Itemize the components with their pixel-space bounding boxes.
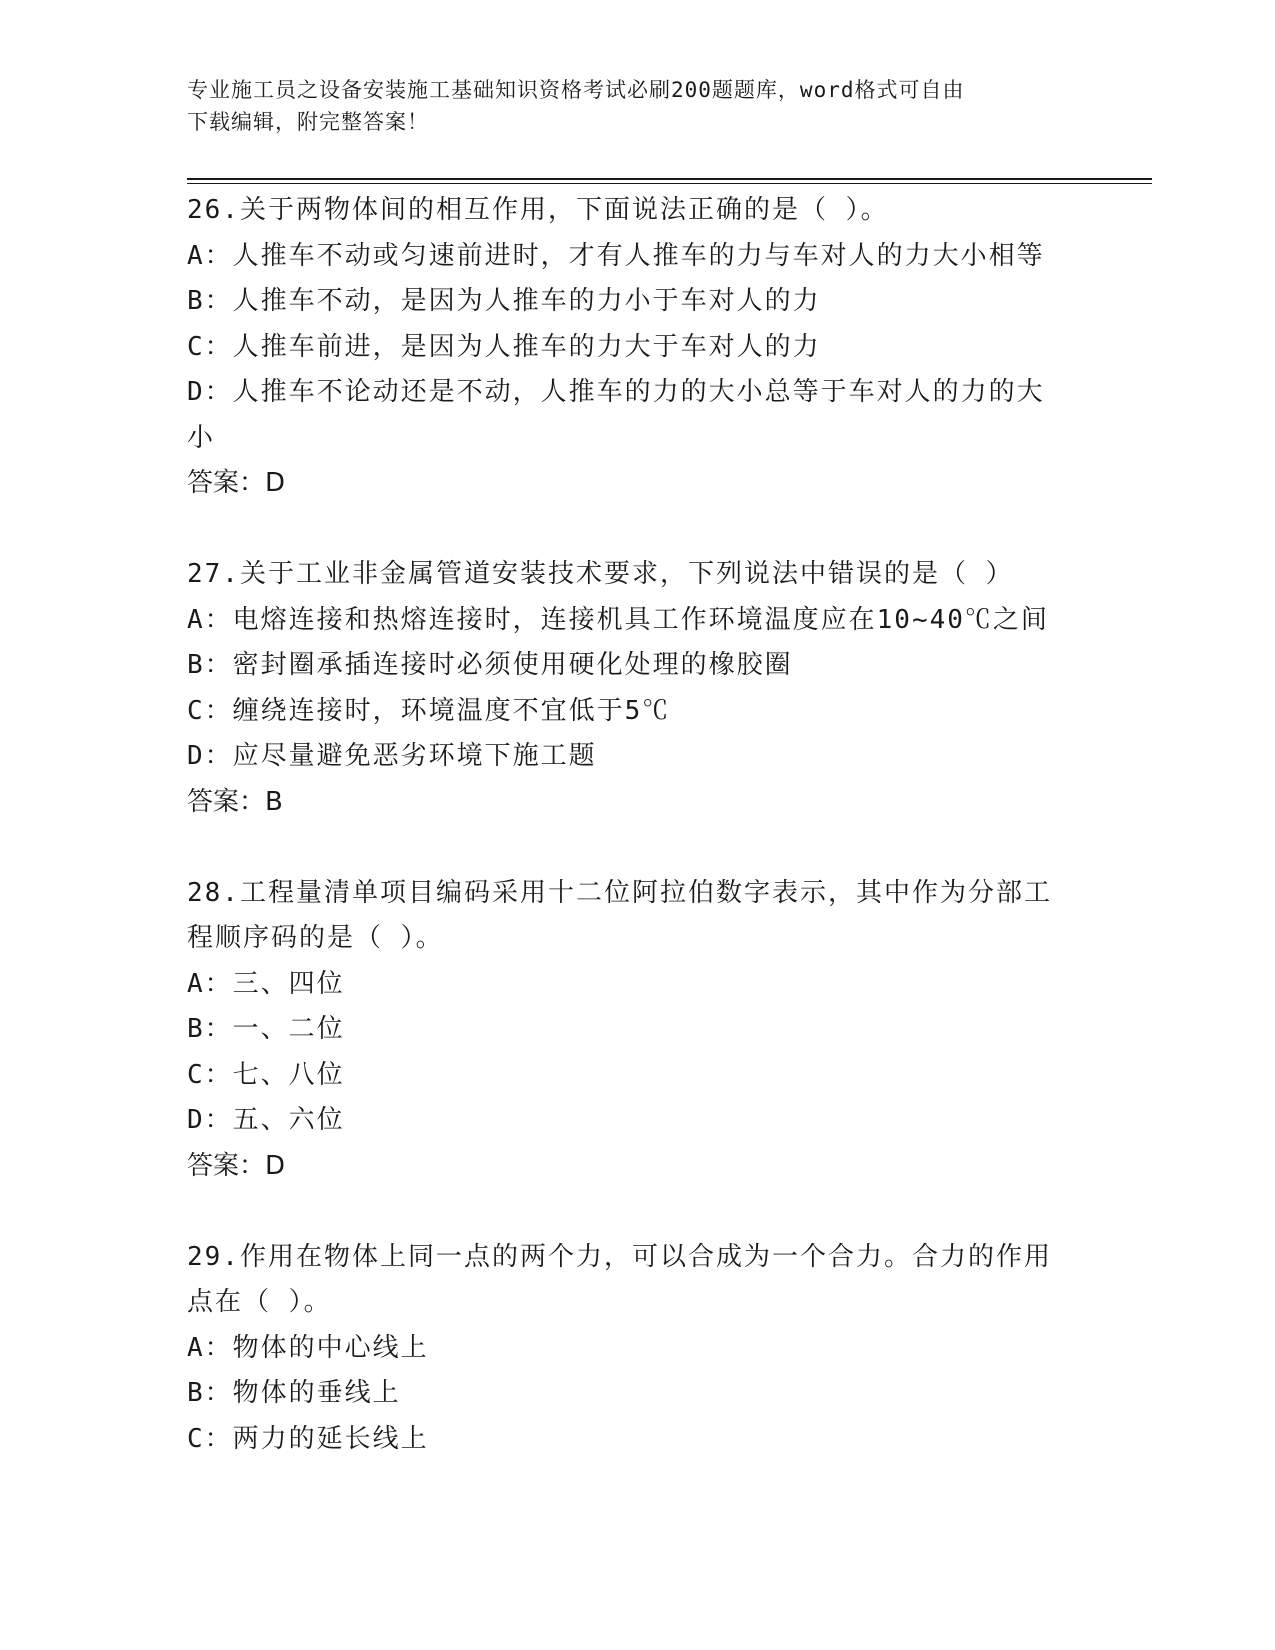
question-28 (187, 871, 1087, 1190)
question-list (187, 188, 1087, 1462)
option-a: A：人推车不动或匀速前进时，才有人推车的力与车对人的力大小相等 (187, 240, 1045, 271)
header-divider-thin (187, 183, 1152, 184)
option-b: B：人推车不动，是因为人推车的力小于车对人的力 (187, 286, 821, 316)
question-spacer (187, 1189, 1087, 1235)
option-b: B：密封圈承插连接时必须使用硬化处理的橡胶圈 (187, 650, 793, 680)
answer-label: 答案：B (187, 786, 283, 817)
answer-label: 答案：D (187, 468, 286, 498)
option-a: A：物体的中心线上 (187, 1332, 429, 1363)
header-divider-thick (187, 178, 1152, 180)
option-a: A：三、四位 (187, 968, 345, 999)
question-stem: 28.工程量清单项目编码采用十二位阿拉伯数字表示，其中作为分部工 (187, 877, 1052, 908)
option-b: B：物体的垂线上 (187, 1378, 401, 1408)
option-d: D：五、六位 (187, 1105, 345, 1135)
question-27 (187, 552, 1087, 825)
question-stem: 29.作用在物体上同一点的两个力，可以合成为一个合力。合力的作用 (187, 1241, 1052, 1272)
question-stem: 27.关于工业非金属管道安装技术要求，下列说法中错误的是（ ） (187, 559, 1014, 589)
option-d: D：应尽量避免恶劣环境下施工题 (187, 741, 597, 771)
question-26 (187, 188, 1087, 507)
option-b: B：一、二位 (187, 1014, 345, 1044)
header-line-2: 下载编辑，附完整答案！ (187, 110, 429, 134)
option-d-continued: 小 (187, 422, 216, 453)
question-stem: 26.关于两物体间的相互作用，下面说法正确的是（ ）。 (187, 195, 889, 225)
question-spacer (187, 507, 1087, 553)
answer-label: 答案：D (187, 1150, 286, 1181)
question-stem-continued: 程顺序码的是（ ）。 (187, 923, 444, 953)
option-a: A：电熔连接和热熔连接时，连接机具工作环境温度应在10~40℃之间 (187, 604, 1049, 635)
option-d: D：人推车不论动还是不动，人推车的力的大小总等于车对人的力的大 (187, 377, 1045, 407)
option-c: C：缠绕连接时，环境温度不宜低于5℃ (187, 695, 671, 726)
question-stem-continued: 点在（ ）。 (187, 1287, 332, 1317)
option-c: C：两力的延长线上 (187, 1423, 429, 1454)
question-29 (187, 1235, 1087, 1463)
option-c: C：七、八位 (187, 1059, 345, 1090)
header-line-1: 专业施工员之设备安装施工基础知识资格考试必刷200题题库，word格式可自由 (187, 78, 965, 102)
document-header (187, 74, 1077, 138)
option-c: C：人推车前进，是因为人推车的力大于车对人的力 (187, 331, 821, 362)
question-spacer (187, 825, 1087, 871)
